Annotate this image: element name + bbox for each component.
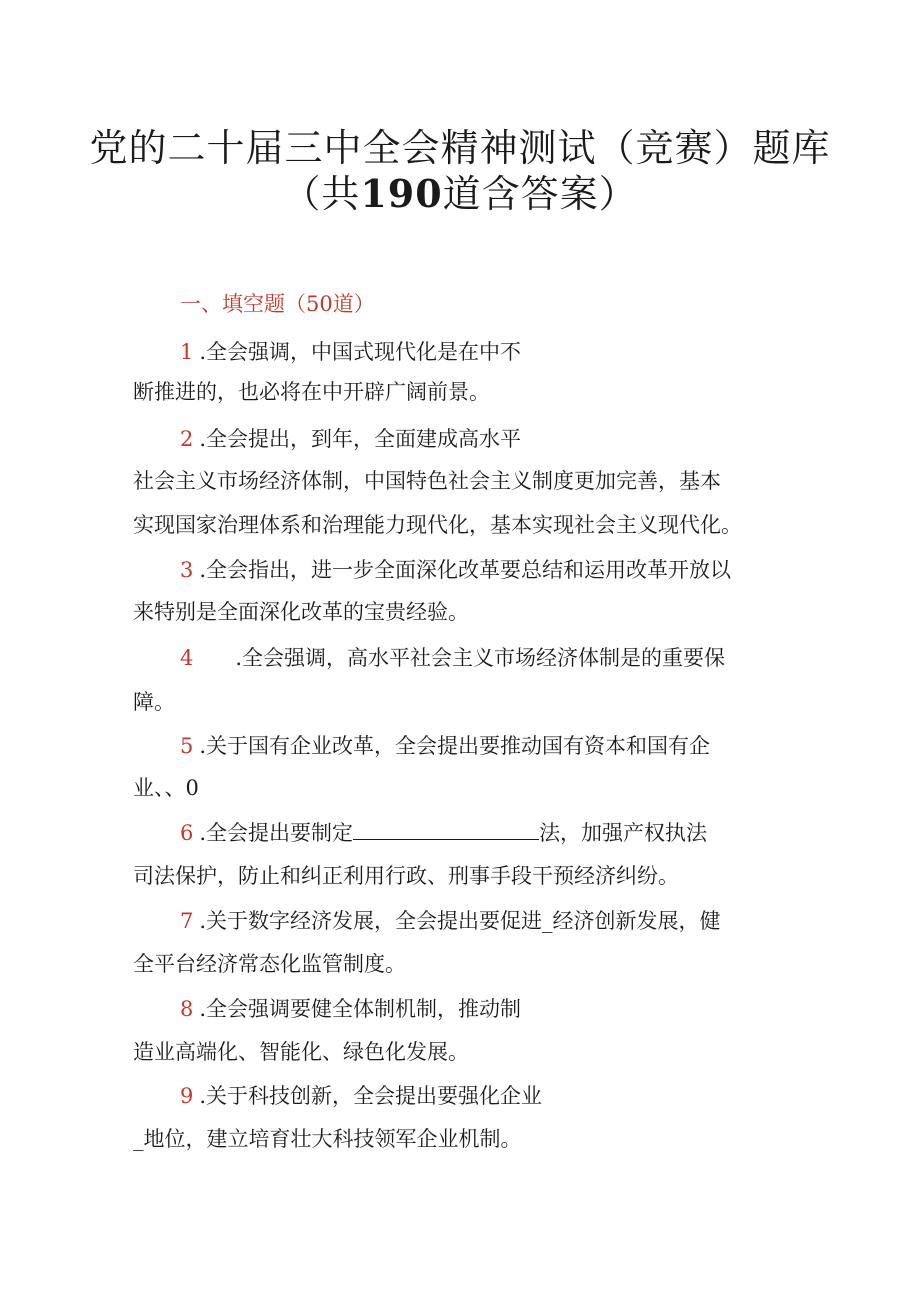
title-prefix: （共 — [282, 172, 361, 216]
question-1-line-1 — [180, 337, 521, 367]
question-text: .全会提出，到年，全面建成高水平 — [199, 427, 522, 451]
question-number: 9 — [180, 1084, 194, 1108]
question-number: 2 — [180, 427, 194, 451]
question-4-line-1 — [180, 643, 725, 673]
question-number: 5 — [180, 734, 194, 758]
question-number: 1 — [180, 340, 194, 364]
question-6-line-2: 司法保护，防止和纠正利用行政、刑事手段干预经济纠纷。 — [133, 864, 679, 888]
document-title-line-2 — [0, 172, 920, 216]
question-text: 法，加强产权执法 — [539, 821, 708, 845]
fill-in-blank — [353, 819, 539, 840]
question-9-line-1 — [180, 1081, 542, 1111]
question-text: .全会强调，中国式现代化是在中不 — [199, 340, 522, 364]
question-5-line-2: 业、、0 — [133, 776, 199, 800]
question-number: 3 — [180, 558, 194, 582]
question-text: .全会强调要健全体制机制，推动制 — [199, 997, 522, 1021]
question-text: .关于科技创新，全会提出要强化企业 — [199, 1084, 543, 1108]
question-count: 190 — [360, 171, 443, 216]
question-number: 6 — [180, 821, 194, 845]
question-4-line-2: 障。 — [133, 690, 175, 714]
question-9-line-2: _地位，建立培育壮大科技领军企业机制。 — [133, 1127, 522, 1151]
question-text: .关于数字经济发展，全会提出要促进_经济创新发展，健 — [199, 909, 721, 933]
question-8-line-1 — [180, 994, 521, 1024]
question-number: 8 — [180, 997, 194, 1021]
question-3-line-1 — [180, 555, 731, 585]
question-2-line-2: 社会主义市场经济体制，中国特色社会主义制度更加完善，基本 — [133, 469, 721, 493]
question-number: 7 — [180, 909, 194, 933]
question-8-line-2: 造业高端化、智能化、绿色化发展。 — [133, 1040, 469, 1064]
question-text: .全会强调，高水平社会主义市场经济体制是的重要保 — [235, 646, 726, 670]
question-7-line-1 — [180, 906, 721, 936]
question-2-line-3: 实现国家治理体系和治理能力现代化，基本实现社会主义现代化。 — [133, 513, 742, 537]
document-title-line-1: 党的二十届三中全会精神测试（竞赛）题库 — [89, 126, 831, 170]
question-text: .全会指出，进一步全面深化改革要总结和运用改革开放以 — [199, 558, 732, 582]
question-1-line-2: 断推进的，也必将在中开辟广阔前景。 — [133, 380, 490, 404]
question-number: 4 — [180, 646, 194, 670]
question-text: .关于国有企业改革，全会提出要推动国有资本和国有企 — [199, 734, 711, 758]
section-heading: 一、填空题（50道） — [180, 292, 375, 316]
question-5-line-1 — [180, 731, 710, 761]
question-3-line-2: 来特别是全面深化改革的宝贵经验。 — [133, 600, 469, 624]
question-6-line-1 — [180, 818, 707, 848]
question-2-line-1 — [180, 424, 521, 454]
question-text: .全会提出要制定 — [199, 821, 354, 845]
question-7-line-2: 全平台经济常态化监管制度。 — [133, 952, 406, 976]
title-suffix: 道含答案） — [442, 172, 638, 216]
